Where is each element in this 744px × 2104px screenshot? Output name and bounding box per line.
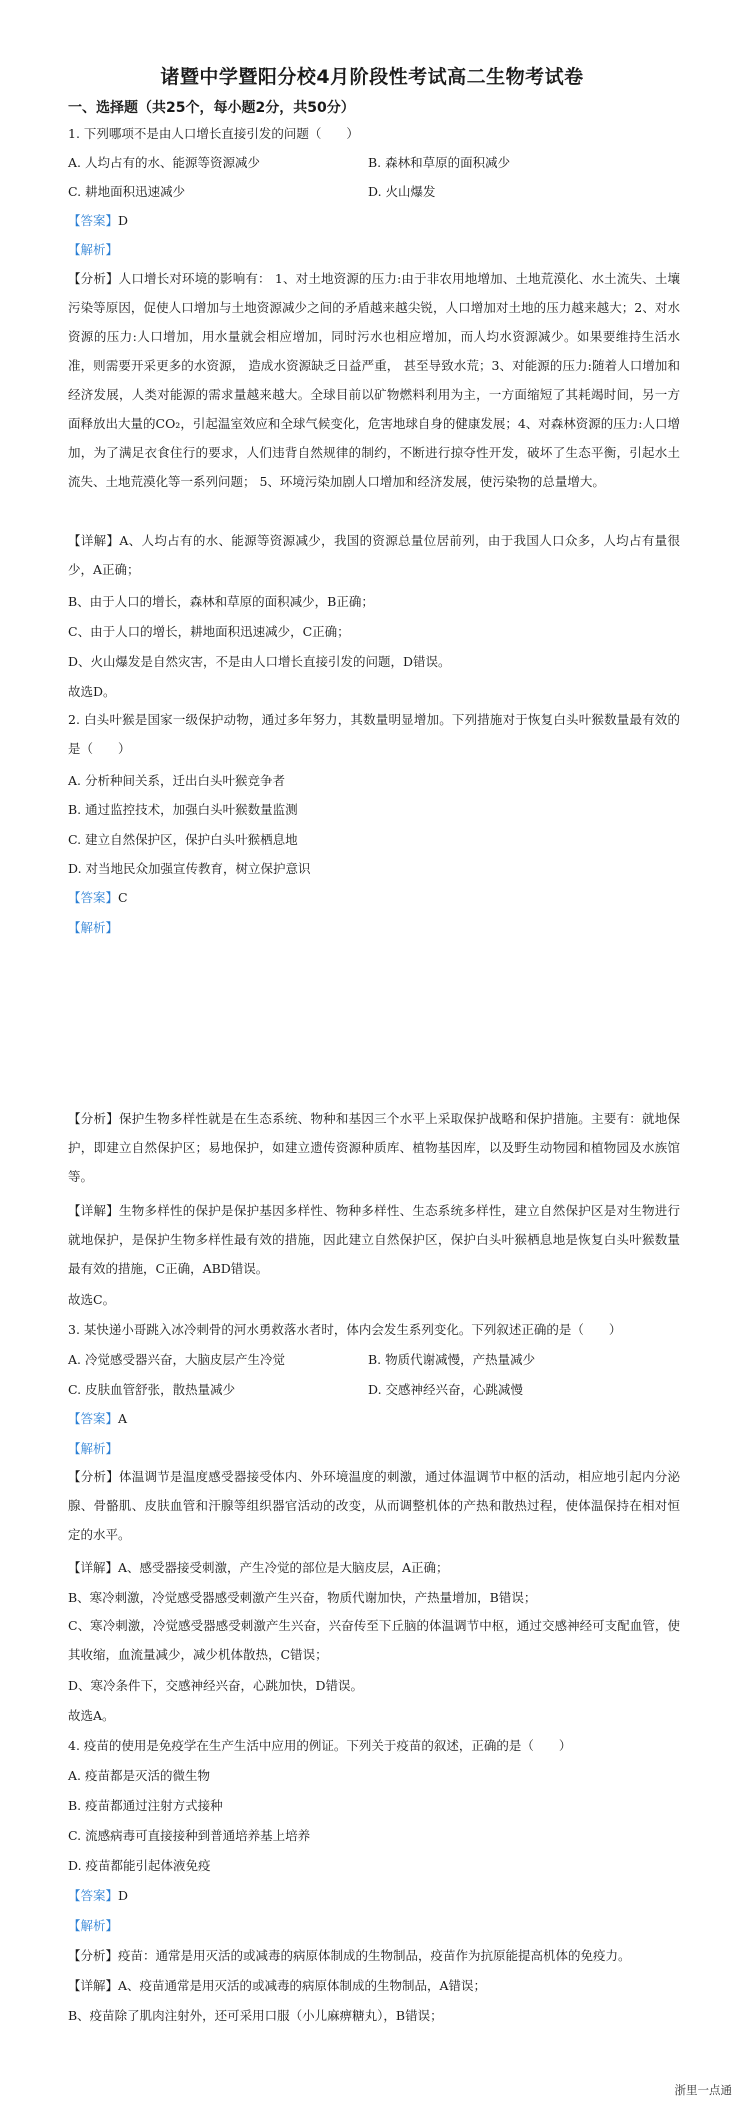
q1-option-c: C. 耕地面积迅速减少 [68,184,186,199]
q4-fenxi: 【分析】疫苗：通常是用灭活的或减毒的病原体制成的生物制品，疫苗作为抗原能提高机体的免疫力。 [68,1948,631,1963]
q2-option-c: C. 建立自然保护区，保护白头叶猴栖息地 [68,832,298,847]
q4-option-c: C. 流感病毒可直接接种到普通培养基上培养 [68,1828,311,1843]
footer-watermark: 浙里一点通 [674,2083,732,2097]
q3-fenxi: 【分析】体温调节是温度感受器接受体内、外环境温度的刺激，通过体温调节中枢的活动，相应地引起内分泌腺、骨骼肌、皮肤血管和汗腺等组织器官活动的改变，从而调整机体的产热和散热过程，使体温保持在相对恒定的水平。 [68,1469,680,1542]
q3-stem: 3. 某快递小哥跳入冰冷刺骨的河水勇救落水者时，体内会发生系列变化。下列叙述正确的是（ ） [68,1322,622,1337]
q2-option-d: D. 对当地民众加强宣传教育，树立保护意识 [68,861,311,876]
q1-conclusion: 故选D。 [68,684,116,699]
q4-explain-b: B、疫苗除了肌肉注射外，还可采用口服（小儿麻痹糖丸），B错误； [68,2008,443,2023]
q4-option-b: B. 疫苗都通过注射方式接种 [68,1798,223,1813]
q1-explain-b: B、由于人口的增长，森林和草原的面积减少，B正确； [68,594,374,609]
q3-answer-line [68,1409,127,1427]
q2-answer-line [68,888,128,906]
q2-answer: C [118,890,128,905]
q1-option-d: D. 火山爆发 [368,184,436,199]
answer-tag: 【答案】 [68,213,119,228]
q1-xiangjie: 【详解】A、人均占有的水、能源等资源减少，我国的资源总量位居前列，由于我国人口众多，人均占有量很少，A正确； [68,533,680,577]
q3-option-b: B. 物质代谢减慢，产热量减少 [368,1352,536,1367]
section-heading: 一、选择题（共25个，每小题2分，共50分） [68,100,355,116]
q1-answer-line [68,211,128,229]
q3-explain-d: D、寒冷条件下，交感神经兴奋，心跳加快，D错误。 [68,1678,364,1693]
q1-stem: 1. 下列哪项不是由人口增长直接引发的问题（ ） [68,126,359,141]
q2-analysis-tag: 【解析】 [68,920,119,935]
q3-conclusion: 故选A。 [68,1708,115,1723]
q3-option-c: C. 皮肤血管舒张，散热量减少 [68,1382,236,1397]
q4-option-a: A. 疫苗都是灭活的微生物 [68,1768,210,1783]
q2-xiangjie: 【详解】生物多样性的保护是保护基因多样性、物种多样性、生态系统多样性，建立自然保护区是对生物进行就地保护，是保护生物多样性最有效的措施，因此建立自然保护区，保护白头叶猴栖息地是恢复白头叶猴数量最有效的措施，C正确，ABD错误。 [68,1203,680,1276]
q3-option-a: A. 冷觉感受器兴奋，大脑皮层产生冷觉 [68,1352,285,1367]
q4-analysis-tag: 【解析】 [68,1918,119,1933]
q2-option-a: A. 分析种间关系，迁出白头叶猴竞争者 [68,773,285,788]
q1-option-a: A. 人均占有的水、能源等资源减少 [68,155,260,170]
answer-tag: 【答案】 [68,1888,119,1903]
q3-option-d: D. 交感神经兴奋，心跳减慢 [368,1382,524,1397]
q3-analysis-tag: 【解析】 [68,1441,119,1456]
q2-conclusion: 故选C。 [68,1292,116,1307]
q4-xiangjie: 【详解】A、疫苗通常是用灭活的或减毒的病原体制成的生物制品，A错误； [68,1978,487,1993]
q2-option-b: B. 通过监控技术，加强白头叶猴数量监测 [68,802,298,817]
q3-explain-c: C、寒冷刺激，冷觉感受器感受刺激产生兴奋，兴奋传至下丘脑的体温调节中枢，通过交感神经可支配血管，使其收缩，血流量减少，减少机体散热，C错误； [68,1618,680,1662]
q4-option-d: D. 疫苗都能引起体液免疫 [68,1858,211,1873]
q4-answer: D [118,1888,129,1903]
q3-answer: A [118,1411,128,1426]
q1-option-b: B. 森林和草原的面积减少 [368,155,511,170]
page-title: 诸暨中学暨阳分校4月阶段性考试高二生物考试卷 [160,66,584,88]
q1-fenxi: 【分析】人口增长对环境的影响有： 1、对土地资源的压力:由于非农用地增加、土地荒漠化、水土流失、土壤污染等原因，促使人口增加与土地资源减少之间的矛盾越来越尖锐，人口增加对土地的压力越来越大；2、对水资源的压力:人口增加，用水量就会相应增加，同时污水也相应增加，而人均水资源减少。如果要维持生活水准，则需要开采更多的水资源， 造成水资源缺乏日益严重， 甚至导致水荒；3、对能源的压力:随着人口增加和经济发展，人类对能源的需求量越来越大。全球目前以矿物燃料利用为主，一方面缩短了其耗竭时间，另一方面释放出大量的CO₂，引起温室效应和全球气候变化，危害地球自身的健康发展；4、对森林资源的压力:人口增加，为了满足衣食住行的要求，人们违背自然规律的制约，不断进行掠夺性开发，破坏了生态平衡，引起水土流失、土地荒漠化等一系列问题； 5、环境污染加剧人口增加和经济发展，使污染物的总量增大。 [68,271,680,489]
q3-explain-b: B、寒冷刺激，冷觉感受器感受刺激产生兴奋，物质代谢加快，产热量增加，B错误； [68,1590,537,1605]
q2-stem: 2. 白头叶猴是国家一级保护动物，通过多年努力，其数量明显增加。下列措施对于恢复白头叶猴数量最有效的是（ ） [68,712,680,756]
q1-answer: D [118,213,129,228]
q1-analysis-tag: 【解析】 [68,242,119,257]
q4-stem: 4. 疫苗的使用是免疫学在生产生活中应用的例证。下列关于疫苗的叙述，正确的是（ ） [68,1738,572,1753]
answer-tag: 【答案】 [68,1411,119,1426]
q1-explain-d: D、火山爆发是自然灾害，不是由人口增长直接引发的问题，D错误。 [68,654,451,669]
q3-xiangjie: 【详解】A、感受器接受刺激，产生冷觉的部位是大脑皮层，A正确； [68,1560,449,1575]
q1-explain-c: C、由于人口的增长，耕地面积迅速减少，C正确； [68,624,350,639]
q2-fenxi: 【分析】保护生物多样性就是在生态系统、物种和基因三个水平上采取保护战略和保护措施。主要有：就地保护，即建立自然保护区；易地保护，如建立遗传资源种质库、植物基因库，以及野生动物园和植物园及水族馆等。 [68,1111,680,1184]
answer-tag: 【答案】 [68,890,119,905]
q4-answer-line [68,1886,128,1904]
